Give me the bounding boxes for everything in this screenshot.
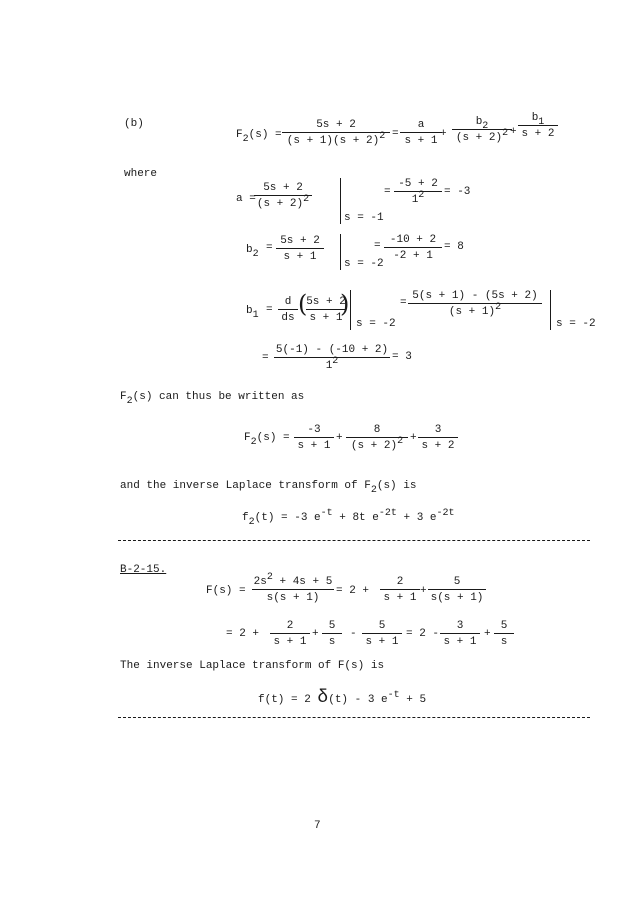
equals-sign: = xyxy=(392,128,399,140)
plus-sign: + xyxy=(420,585,427,597)
rewritten-term-1: -3 s + 1 xyxy=(294,424,334,452)
term-b1: $b_1$ s + 2 xyxy=(518,112,558,140)
equals-sign: = xyxy=(262,352,269,364)
b1-cont-fraction: 5(-1) - (-10 + 2) $1^2$ xyxy=(275,344,389,372)
rewritten-term-3: 3 s + 2 xyxy=(418,424,458,452)
right-paren: ) xyxy=(340,290,350,318)
plus-sign: + xyxy=(336,432,343,444)
b1-eval-2: s = -2 xyxy=(556,318,596,330)
b2-lhs: $b_2$ xyxy=(246,244,259,260)
where-text: where xyxy=(124,168,158,180)
page-number: 7 xyxy=(314,820,321,832)
rewritten-term-2: 8 $(s + 2)^2$ xyxy=(346,424,408,452)
a-fraction: 5s + 2 $(s + 2)^2$ xyxy=(254,182,312,210)
fs-term-1: 2 s + 1 xyxy=(380,576,420,604)
section-divider xyxy=(118,540,590,541)
can-write-text: $F_2(s)$ can thus be written as xyxy=(120,391,305,407)
a-eval: s = -1 xyxy=(344,212,384,224)
plus-sign: + xyxy=(312,628,319,640)
b2-eval: s = -2 xyxy=(344,258,384,270)
f2-fraction: 5s + 2 $(s + 1)(s + 2)^2$ xyxy=(282,119,390,147)
a-result: = -3 xyxy=(444,186,471,198)
term-b2: $b_2$ $(s + 2)^2$ xyxy=(452,116,512,144)
plus-sign: + xyxy=(484,628,491,640)
ft-equation: f(t) = 2 δ(t) - 3 $e^{-t} + 5$ xyxy=(258,688,427,708)
inverse-text: and the inverse Laplace transform of $F_2(s)$ is xyxy=(120,480,417,496)
f2-rewritten-lhs: $F_2(s)$ = xyxy=(244,432,290,448)
equals-sign: = xyxy=(266,304,273,316)
b1-lhs: $b_1$ xyxy=(246,305,259,321)
b1-inner-fraction: 5s + 2 s + 1 xyxy=(306,296,346,324)
a-lhs: a = xyxy=(236,193,256,205)
fs2-eq: = 2 - xyxy=(406,628,440,640)
b2-result-fraction: -10 + 2 -2 + 1 xyxy=(384,234,442,262)
inverse-text-2: The inverse Laplace transform of F(s) is xyxy=(120,660,385,672)
problem-label: B-2-15. xyxy=(120,564,167,576)
fs2-term-4: 3 s + 1 xyxy=(440,620,480,648)
section-divider xyxy=(118,717,590,718)
b1-result: = 3 xyxy=(392,351,412,363)
eval-bar xyxy=(340,234,341,270)
fs-second-lead: = 2 + xyxy=(226,628,260,640)
b2-result: = 8 xyxy=(444,241,464,253)
derivative-operator: d ds xyxy=(278,296,298,324)
f2-lhs: $F_2(s)$ = xyxy=(236,129,282,145)
fs-eq: = 2 + xyxy=(336,585,370,597)
equals-sign: = xyxy=(374,240,381,252)
plus-sign: + xyxy=(440,128,447,140)
f2t-equation: $f_2(t) = -3$ $e^{-t} + 8t$ $e^{-2t} + 3$ $e^{-2t}$ xyxy=(242,508,455,528)
plus-sign: + xyxy=(510,126,517,138)
fs2-term-5: 5 s xyxy=(494,620,514,648)
equals-sign: = xyxy=(384,186,391,198)
fs-lhs: F(s) = xyxy=(206,585,246,597)
eval-bar xyxy=(350,290,351,330)
eval-bar xyxy=(550,290,551,330)
fs2-term-2: 5 s xyxy=(322,620,342,648)
part-label: (b) xyxy=(124,118,144,130)
b1-result-fraction: 5(s + 1) - (5s + 2) $(s + 1)^2$ xyxy=(408,290,542,318)
b1-eval: s = -2 xyxy=(356,318,396,330)
equals-sign: = xyxy=(266,242,273,254)
plus-sign: + xyxy=(410,432,417,444)
left-paren: ( xyxy=(298,290,308,318)
fs-term-2: 5 s(s + 1) xyxy=(428,576,486,604)
b2-fraction: 5s + 2 s + 1 xyxy=(276,235,324,263)
a-result-fraction: -5 + 2 $1^2$ xyxy=(394,178,442,206)
eval-bar xyxy=(340,178,341,224)
term-a: a s + 1 xyxy=(400,119,442,147)
fs2-term-3: 5 s + 1 xyxy=(362,620,402,648)
equals-sign: = xyxy=(400,297,407,309)
fs2-term-1: 2 s + 1 xyxy=(270,620,310,648)
fs-fraction: $2s^2 + 4s + 5$ s(s + 1) xyxy=(253,572,333,604)
minus-sign: - xyxy=(350,628,357,640)
